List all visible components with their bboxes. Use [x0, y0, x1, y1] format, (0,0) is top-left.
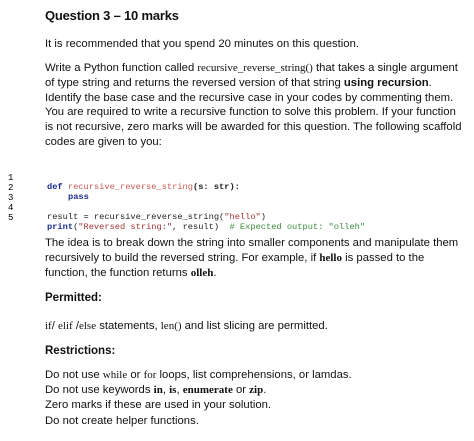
code-line	[0, 165, 240, 192]
restrictions-list	[45, 368, 465, 429]
keyword-len: len()	[160, 320, 182, 332]
permitted-text-part: statements,	[96, 320, 161, 332]
code-function-name: recursive_reverse_string	[67, 182, 193, 192]
task-text: that takes a single argument of type string and returns the reversed version of that string	[45, 62, 458, 89]
code-text: (s: str):	[192, 182, 240, 192]
example-input: hello	[319, 251, 342, 264]
restriction-text: Do not use	[45, 369, 103, 381]
line-number: 3	[8, 193, 14, 203]
restriction-text: or	[127, 369, 144, 381]
idea-paragraph	[45, 236, 465, 280]
code-keyword: def	[47, 182, 63, 192]
question-title: Question 3 – 10 marks	[45, 8, 179, 23]
separator: /	[51, 320, 59, 332]
keyword-is: is	[169, 384, 177, 397]
code-string: "Reversed string:"	[78, 222, 173, 232]
restriction-text: .	[263, 384, 267, 397]
restriction-item: Do not create helper functions.	[45, 414, 199, 427]
code-line	[0, 185, 31, 203]
time-recommendation: It is recommended that you spend 20 minutes on this question.	[45, 38, 359, 50]
code-comment: # Expected output: "olleh"	[229, 222, 366, 232]
restriction-item	[45, 383, 465, 398]
restriction-item: Zero marks if these are used in your solution.	[45, 399, 272, 412]
permitted-heading: Permitted:	[45, 292, 102, 304]
restriction-text: Do not use keywords	[45, 384, 154, 397]
line-number: 1	[8, 173, 14, 183]
example-output: olleh	[190, 266, 214, 279]
keyword-zip: zip	[249, 384, 264, 397]
code-text: result = recursive_reverse_string(	[47, 212, 225, 222]
code-string: "hello"	[224, 212, 261, 222]
idea-text: is passed to the function, the function returns	[45, 251, 425, 279]
keyword-else: else	[78, 320, 97, 332]
code-text: (	[73, 222, 79, 232]
permitted-text-part: and list slicing are permitted.	[181, 320, 328, 332]
code-text: , result)	[172, 222, 220, 232]
idea-text: .	[213, 266, 217, 279]
line-number: 2	[8, 183, 14, 193]
function-name: recursive_reverse_string()	[197, 62, 313, 74]
restrictions-heading: Restrictions:	[45, 345, 116, 357]
task-description	[45, 61, 465, 150]
code-builtin: print	[47, 222, 74, 232]
keyword-for: for	[143, 369, 157, 381]
using-recursion-emphasis: using recursion	[343, 76, 429, 89]
permitted-text	[45, 319, 465, 334]
keyword-in: in	[153, 384, 163, 397]
keyword-elif: elif	[58, 320, 73, 332]
restriction-text: or	[232, 384, 250, 397]
idea-text: The idea is to break down the string into smaller components and manipulate them recursively to build the reversed string. For example, if	[45, 237, 459, 264]
line-number: 5	[8, 213, 14, 223]
line-number: 4	[8, 203, 14, 213]
separator: /	[72, 320, 79, 332]
code-keyword: pass	[68, 192, 89, 202]
restriction-text: loops, list comprehensions, or lamdas.	[156, 369, 352, 381]
restriction-text: ,	[162, 384, 170, 397]
restriction-item	[45, 368, 465, 383]
restriction-text: ,	[176, 384, 183, 397]
keyword-if: if	[45, 320, 52, 332]
keyword-enumerate: enumerate	[182, 384, 233, 397]
code-text: )	[260, 212, 266, 222]
task-text: Write a Python function called	[45, 62, 198, 74]
keyword-while: while	[102, 369, 128, 381]
task-text: . Identify the base case and the recursive case in your codes by commenting them. You are required to write a recursive function to solve this problem. If your function is not recursive, zero marks will be awarded for this question. The following scaffold codes are given to you:	[45, 76, 462, 148]
